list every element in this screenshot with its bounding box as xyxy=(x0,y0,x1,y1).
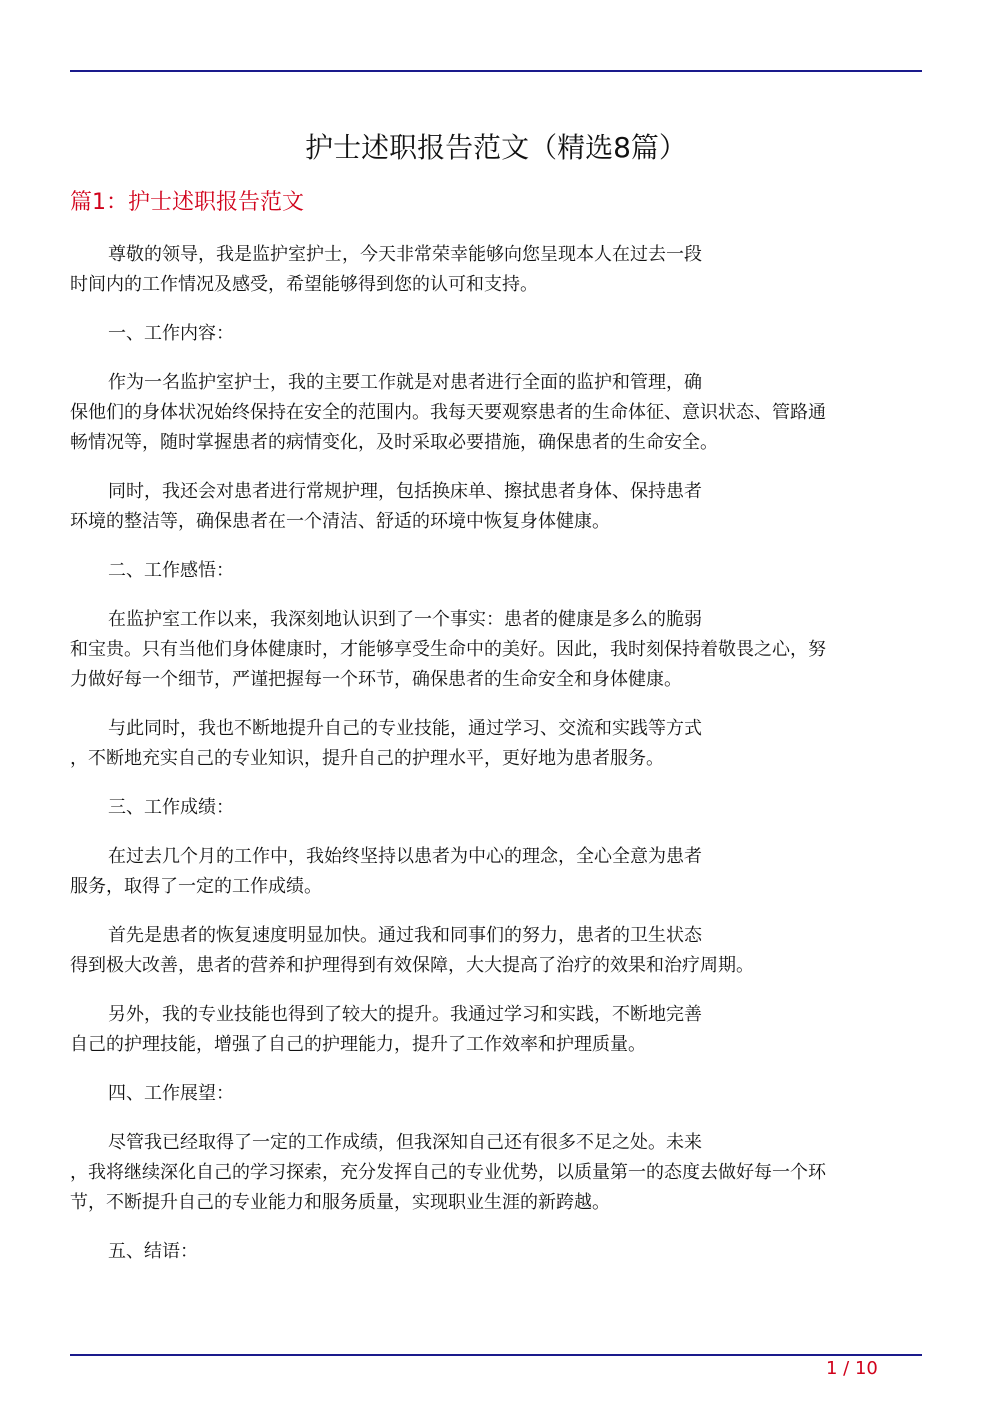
paragraph xyxy=(70,921,922,981)
subheading xyxy=(70,1079,922,1109)
paragraph xyxy=(70,1000,922,1060)
paragraph-line: 畅情况等，随时掌握患者的病情变化，及时采取必要措施，确保患者的生命安全。 xyxy=(70,432,718,453)
subheading xyxy=(70,319,922,349)
paragraph-line: 在监护室工作以来，我深刻地认识到了一个事实：患者的健康是多么的脆弱 xyxy=(108,609,702,630)
paragraph xyxy=(70,842,922,902)
paragraph xyxy=(70,1128,922,1218)
paragraph-line: 自己的护理技能，增强了自己的护理能力，提升了工作效率和护理质量。 xyxy=(70,1034,646,1055)
document-title: 护士述职报告范文（精选8篇） xyxy=(305,131,687,164)
paragraph xyxy=(70,477,922,537)
paragraph-line: 在过去几个月的工作中，我始终坚持以患者为中心的理念，全心全意为患者 xyxy=(108,846,702,867)
page-number: 1 / 10 xyxy=(826,1358,878,1379)
subheading-line: 三、工作成绩： xyxy=(108,797,234,818)
section-heading: 篇1：护士述职报告范文 xyxy=(70,190,304,215)
paragraph-line: 时间内的工作情况及感受，希望能够得到您的认可和支持。 xyxy=(70,274,538,295)
paragraph-line: 尊敬的领导，我是监护室护士，今天非常荣幸能够向您呈现本人在过去一段 xyxy=(108,244,702,265)
paragraph-line: 另外，我的专业技能也得到了较大的提升。我通过学习和实践，不断地完善 xyxy=(108,1004,702,1025)
header-rule xyxy=(70,70,922,72)
paragraph xyxy=(70,240,922,300)
paragraph-line: 与此同时，我也不断地提升自己的专业技能，通过学习、交流和实践等方式 xyxy=(108,718,702,739)
paragraph xyxy=(70,605,922,695)
paragraph-line: 首先是患者的恢复速度明显加快。通过我和同事们的努力，患者的卫生状态 xyxy=(108,925,702,946)
paragraph-line: 环境的整洁等，确保患者在一个清洁、舒适的环境中恢复身体健康。 xyxy=(70,511,610,532)
paragraph-line: ，我将继续深化自己的学习探索，充分发挥自己的专业优势，以质量第一的态度去做好每一个环 xyxy=(70,1162,826,1183)
subheading-line: 四、工作展望： xyxy=(108,1083,234,1104)
paragraph-line: 得到极大改善，患者的营养和护理得到有效保障，大大提高了治疗的效果和治疗周期。 xyxy=(70,955,754,976)
paragraph-line: 力做好每一个细节，严谨把握每一个环节，确保患者的生命安全和身体健康。 xyxy=(70,669,682,690)
subheading xyxy=(70,793,922,823)
paragraph-line: 和宝贵。只有当他们身体健康时，才能够享受生命中的美好。因此，我时刻保持着敬畏之心，努 xyxy=(70,639,826,660)
subheading xyxy=(70,556,922,586)
paragraph xyxy=(70,714,922,774)
paragraph-line: 同时，我还会对患者进行常规护理，包括换床单、擦拭患者身体、保持患者 xyxy=(108,481,702,502)
paragraph-line: 服务，取得了一定的工作成绩。 xyxy=(70,876,322,897)
paragraph-line: 尽管我已经取得了一定的工作成绩，但我深知自己还有很多不足之处。未来 xyxy=(108,1132,702,1153)
subheading xyxy=(70,1237,922,1267)
paragraph-line: ，不断地充实自己的专业知识，提升自己的护理水平，更好地为患者服务。 xyxy=(70,748,664,769)
paragraph-line: 保他们的身体状况始终保持在安全的范围内。我每天要观察患者的生命体征、意识状态、管路通 xyxy=(70,402,826,423)
paragraph-line: 节，不断提升自己的专业能力和服务质量，实现职业生涯的新跨越。 xyxy=(70,1192,610,1213)
subheading-line: 一、工作内容： xyxy=(108,323,234,344)
document-body xyxy=(70,240,922,1286)
subheading-line: 二、工作感悟： xyxy=(108,560,234,581)
paragraph xyxy=(70,368,922,458)
paragraph-line: 作为一名监护室护士，我的主要工作就是对患者进行全面的监护和管理，确 xyxy=(108,372,702,393)
subheading-line: 五、结语： xyxy=(108,1241,198,1262)
